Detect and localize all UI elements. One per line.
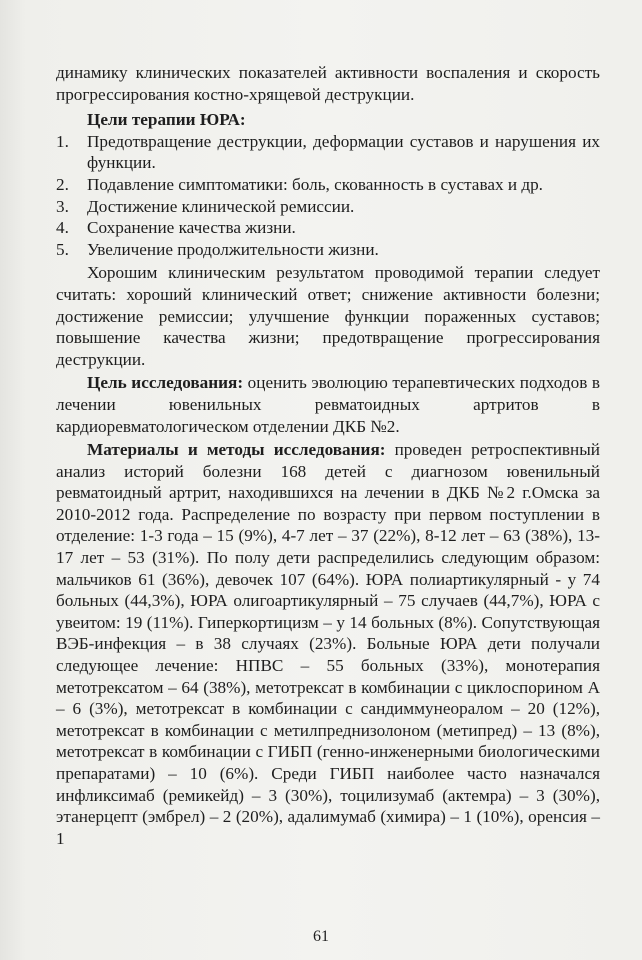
aim-text: оценить эволюцию терапевтических подходов в лечении ювенильных ревматоидных артритов в кардиоревматологическом отделении ДКБ №2. [56,373,600,436]
goal-text: Достижение клинической ремиссии. [87,196,355,216]
goal-text: Увеличение продолжительности жизни. [87,239,379,259]
page-body [56,62,600,851]
goal-number: 4. [56,218,69,238]
good-result-paragraph: Хорошим клиническим результатом проводимой терапии следует считать: хороший клинический ответ; снижение активности болезни; достижение ремиссии; улучшение функции пораженных суставов; повышение качества жизни; предотвращение прогрессирования деструкции. [56,263,600,369]
goal-number: 5. [56,239,69,259]
aim-label: Цель исследования: [87,373,244,393]
goal-number: 1. [56,131,69,151]
page-number: 61 [313,928,329,945]
methods-text: проведен ретроспективный анализ историй болезни 168 детей с диагнозом ювенильный ревматоидный артрит, находившихся на лечении в ДКБ №2 г.Омска за 2010-2012 года. Распределение по возрасту при первом поступлении в отделение: 1-3 года – 15 (9%), 4-7 лет – 37 (22%), 8-12 лет – 63 (38%), 13-17 лет – 53 (31%). По полу дети распределились следующим образом: мальчиков 61 (36%), девочек 107 (64%). ЮРА полиартикулярный - у 74 больных (44,3%), ЮРА олигоартикулярный – 75 случаев (44,7%), ЮРА с увеитом: 19 (11%). Гиперкортицизм – у 14 больных (8%). Сопутствующая ВЭБ-инфекция – в 38 случаях (23%). Больные ЮРА дети получали следующее лечение: НПВС – 55 больных (33%), монотерапия метотрексатом – 64 (38%), метотрексат в комбинации с циклоспорином А – 6 (3%), метотрексат в комбинации с сандиммунеоралом – 20 (12%), метотрексат в комбинации с метилпреднизолоном (метипред) – 13 (8%), метотрексат в комбинации с ГИБП (генно-инженерными биологическими препаратами) – 10 (6%). Среди ГИБП наиболее часто назначался инфликсимаб (ремикейд) – 3 (30%), тоцилизумаб (актемра) – 3 (30%), этанерцепт (эмбрел) – 2 (20%), адалимумаб (химира) – 1 (10%), оренсия – 1 [56,440,600,848]
goal-text: Подавление симптоматики: боль, скованность в суставах и др. [87,174,543,194]
methods-label: Материалы и методы исследования: [87,440,386,460]
aim-paragraph [56,372,600,437]
goals-list [56,131,600,261]
intro-paragraph: динамику клинических показателей активности воспаления и скорость прогрессирования костно-хрящевой деструкции. [56,63,600,104]
goal-item [56,239,600,261]
goal-text: Предотвращение деструкции, деформации суставов и нарушения их функции. [87,131,600,173]
goal-item [56,131,600,174]
goal-item [56,196,600,218]
methods-paragraph [56,439,600,849]
goal-text: Сохранение качества жизни. [87,218,296,238]
goal-number: 3. [56,196,69,216]
goal-item [56,217,600,239]
goals-heading: Цели терапии ЮРА: [87,110,246,130]
goal-item [56,174,600,196]
goal-number: 2. [56,174,69,194]
